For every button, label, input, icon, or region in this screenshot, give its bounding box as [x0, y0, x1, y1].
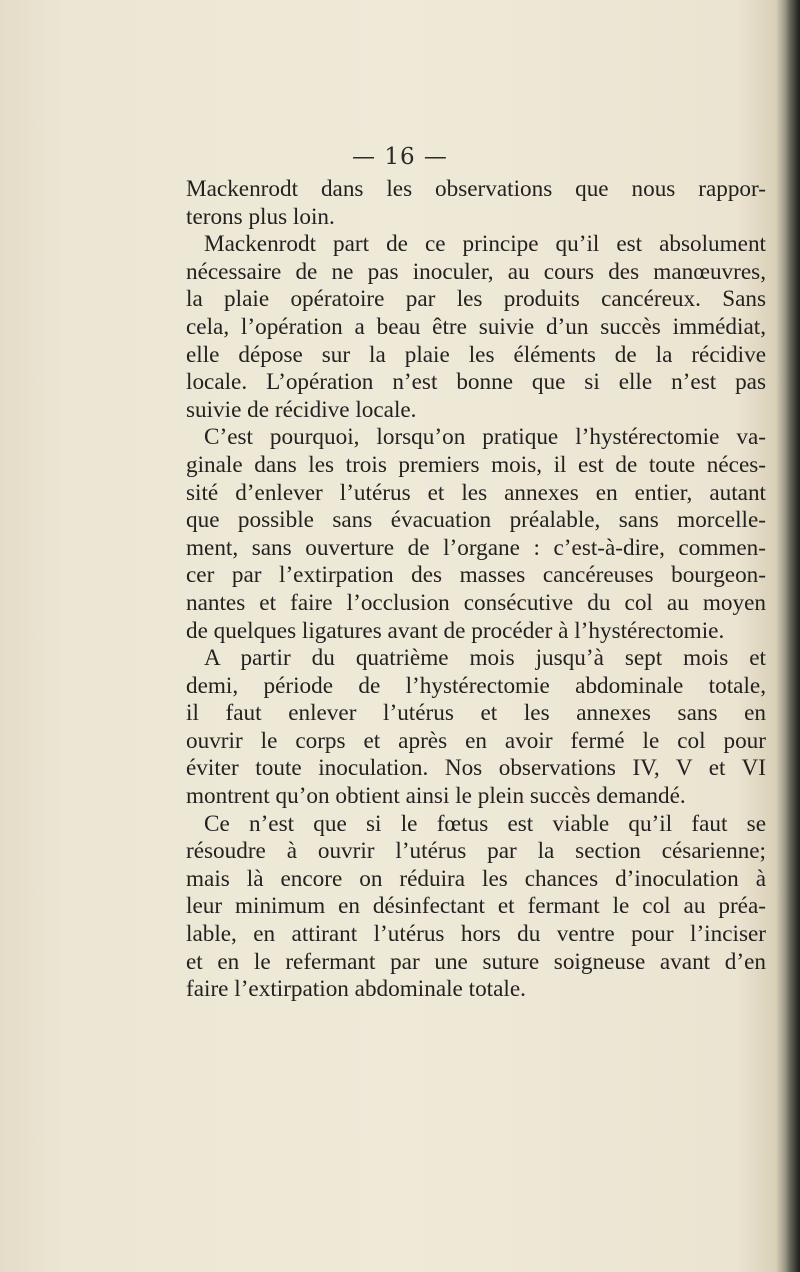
text-line: résoudre à ouvrir l’utérus par la section césarienne;	[186, 838, 766, 865]
text-line: de quelques ligatures avant de procéder à l’hystérectomie.	[186, 617, 725, 644]
text-line: il faut enlever l’utérus et les annexes sans en	[186, 700, 766, 727]
text-line: faire l’extirpation abdominale totale.	[186, 976, 526, 1003]
text-line: ginale dans les trois premiers mois, il est de toute néces-	[186, 451, 766, 478]
text-line: sité d’enlever l’utérus et les annexes en entier, autant	[186, 479, 766, 506]
text-line: Ce n’est que si le fœtus est viable qu’il faut se	[204, 810, 766, 837]
text-line: locale. L’opération n’est bonne que si elle n’est pas	[186, 369, 766, 396]
text-line: C’est pourquoi, lorsqu’on pratique l’hystérectomie va-	[204, 424, 766, 451]
text-line: nantes et faire l’occlusion consécutive du col au moyen	[186, 589, 766, 616]
text-line: ment, sans ouverture de l’organe : c’est-à-dire, commen-	[186, 534, 766, 561]
text-line: suivie de récidive locale.	[186, 396, 417, 423]
page-edge-shadow	[786, 0, 800, 1272]
text-line: ouvrir le corps et après en avoir fermé le col pour	[186, 727, 766, 754]
text-line: lable, en attirant l’utérus hors du ventre pour l’inciser	[186, 921, 766, 948]
text-line: montrent qu’on obtient ainsi le plein succès demandé.	[186, 783, 686, 810]
text-line: que possible sans évacuation préalable, sans morcelle-	[186, 507, 766, 534]
text-line: la plaie opératoire par les produits cancéreux. Sans	[186, 286, 766, 313]
text-line: mais là encore on réduira les chances d’inoculation à	[186, 865, 766, 892]
text-line: elle dépose sur la plaie les éléments de la récidive	[186, 341, 766, 368]
text-line: A partir du quatrième mois jusqu’à sept mois et	[204, 645, 766, 672]
text-line: Mackenrodt part de ce principe qu’il est absolument	[204, 231, 766, 258]
text-line: cer par l’extirpation des masses cancéreuses bourgeon-	[186, 562, 766, 589]
body-text	[186, 176, 766, 1004]
text-line: éviter toute inoculation. Nos observations IV, V et VI	[186, 755, 766, 782]
page-number: — 16 —	[352, 144, 448, 170]
text-line: cela, l’opération a beau être suivie d’un succès immédiat,	[186, 313, 766, 340]
text-line: demi, période de l’hystérectomie abdominale totale,	[186, 672, 766, 699]
text-line: Mackenrodt dans les observations que nous rappor-	[186, 176, 766, 202]
text-line: et en le refermant par une suture soigneuse avant d’en	[186, 948, 766, 975]
text-line: nécessaire de ne pas inoculer, au cours des manœuvres,	[186, 258, 766, 285]
text-line: leur minimum en désinfectant et fermant le col au préa-	[186, 893, 766, 920]
text-line: terons plus loin.	[186, 203, 335, 230]
